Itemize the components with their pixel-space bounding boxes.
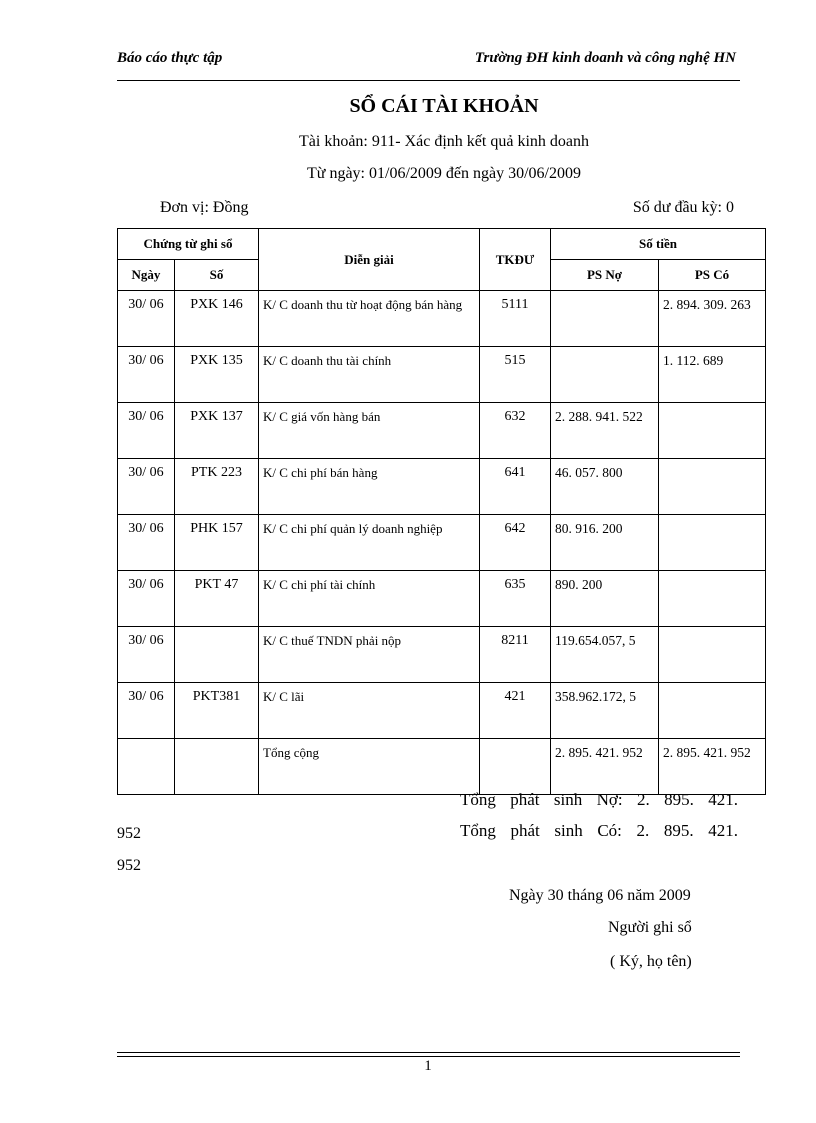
row-account: 421 [480, 683, 551, 739]
row-voucher-no: PXK 135 [175, 347, 259, 403]
row-debit: 890. 200 [551, 571, 659, 627]
row-date: 30/ 06 [118, 683, 175, 739]
row-debit: 358.962.172, 5 [551, 683, 659, 739]
row-voucher-no: PXK 146 [175, 291, 259, 347]
total-label: Tổng cộng [259, 739, 480, 795]
table-row [118, 347, 766, 403]
signature-role: Người ghi sổ [608, 919, 692, 936]
footer-divider [117, 1052, 740, 1053]
total-date [118, 739, 175, 795]
row-credit [659, 403, 766, 459]
row-account: 632 [480, 403, 551, 459]
row-voucher-no [175, 627, 259, 683]
row-date: 30/ 06 [118, 347, 175, 403]
total-debit-summary-wrap: 952 [117, 825, 141, 842]
row-debit: 119.654.057, 5 [551, 627, 659, 683]
table-row [118, 291, 766, 347]
table-row [118, 403, 766, 459]
table-row [118, 571, 766, 627]
row-voucher-no: PHK 157 [175, 515, 259, 571]
row-account: 642 [480, 515, 551, 571]
total-credit-summary: Tổng phát sinh Có: 2. 895. 421. [460, 821, 738, 840]
row-debit: 46. 057. 800 [551, 459, 659, 515]
row-date: 30/ 06 [118, 291, 175, 347]
total-debit-summary: Tổng phát sinh Nợ: 2. 895. 421. [460, 790, 738, 809]
description-header: Diễn giải [259, 229, 480, 291]
total-row [118, 739, 766, 795]
header-divider [117, 80, 740, 81]
table-row [118, 627, 766, 683]
account-line: Tài khoản: 911- Xác định kết quả kinh doanh [299, 133, 589, 150]
row-credit: 2. 894. 309. 263 [659, 291, 766, 347]
table-row [118, 683, 766, 739]
row-credit [659, 627, 766, 683]
row-description: K/ C thuế TNDN phải nộp [259, 627, 480, 683]
row-debit [551, 347, 659, 403]
header-right-text: Trường ĐH kinh doanh và công nghệ HN [474, 50, 736, 66]
voucher-header: Chứng từ ghi sổ [118, 229, 259, 260]
credit-header: PS Có [659, 260, 766, 291]
row-description: K/ C chi phí tài chính [259, 571, 480, 627]
ledger-table [117, 228, 766, 795]
signature-note: ( Ký, họ tên) [610, 953, 692, 970]
total-voucher-no [175, 739, 259, 795]
row-account: 635 [480, 571, 551, 627]
row-description: K/ C lãi [259, 683, 480, 739]
row-debit: 80. 916. 200 [551, 515, 659, 571]
footer-divider-double [117, 1056, 740, 1057]
row-account: 5111 [480, 291, 551, 347]
row-voucher-no: PTK 223 [175, 459, 259, 515]
account-header: TKĐƯ [480, 229, 551, 291]
table-row [118, 459, 766, 515]
row-debit [551, 291, 659, 347]
opening-balance: Số dư đầu kỳ: 0 [632, 199, 734, 216]
row-description: K/ C doanh thu từ hoạt động bán hàng [259, 291, 480, 347]
row-date: 30/ 06 [118, 403, 175, 459]
row-credit [659, 515, 766, 571]
row-date: 30/ 06 [118, 459, 175, 515]
row-description: K/ C giá vốn hàng bán [259, 403, 480, 459]
row-credit [659, 571, 766, 627]
total-credit: 2. 895. 421. 952 [659, 739, 766, 795]
row-date: 30/ 06 [118, 627, 175, 683]
currency-unit: Đơn vị: Đồng [160, 199, 249, 216]
total-debit: 2. 895. 421. 952 [551, 739, 659, 795]
document-title: SỔ CÁI TÀI KHOẢN [349, 95, 539, 117]
row-account: 515 [480, 347, 551, 403]
row-account: 8211 [480, 627, 551, 683]
row-date: 30/ 06 [118, 515, 175, 571]
row-description: K/ C chi phí bán hàng [259, 459, 480, 515]
row-account: 641 [480, 459, 551, 515]
period-line: Từ ngày: 01/06/2009 đến ngày 30/06/2009 [307, 165, 581, 182]
row-voucher-no: PKT381 [175, 683, 259, 739]
total-account [480, 739, 551, 795]
date-header: Ngày [118, 260, 175, 291]
row-debit: 2. 288. 941. 522 [551, 403, 659, 459]
row-voucher-no: PXK 137 [175, 403, 259, 459]
total-credit-summary-wrap: 952 [117, 857, 141, 874]
signature-date: Ngày 30 tháng 06 năm 2009 [509, 887, 691, 904]
row-description: K/ C chi phí quản lý doanh nghiệp [259, 515, 480, 571]
row-credit: 1. 112. 689 [659, 347, 766, 403]
table-row [118, 515, 766, 571]
row-credit [659, 683, 766, 739]
amount-header: Số tiền [551, 229, 766, 260]
row-credit [659, 459, 766, 515]
row-voucher-no: PKT 47 [175, 571, 259, 627]
row-date: 30/ 06 [118, 571, 175, 627]
header-left-text: Báo cáo thực tập [117, 50, 223, 66]
number-header: Số [175, 260, 259, 291]
page-number: 1 [424, 1058, 432, 1074]
debit-header: PS Nợ [551, 260, 659, 291]
row-description: K/ C doanh thu tài chính [259, 347, 480, 403]
